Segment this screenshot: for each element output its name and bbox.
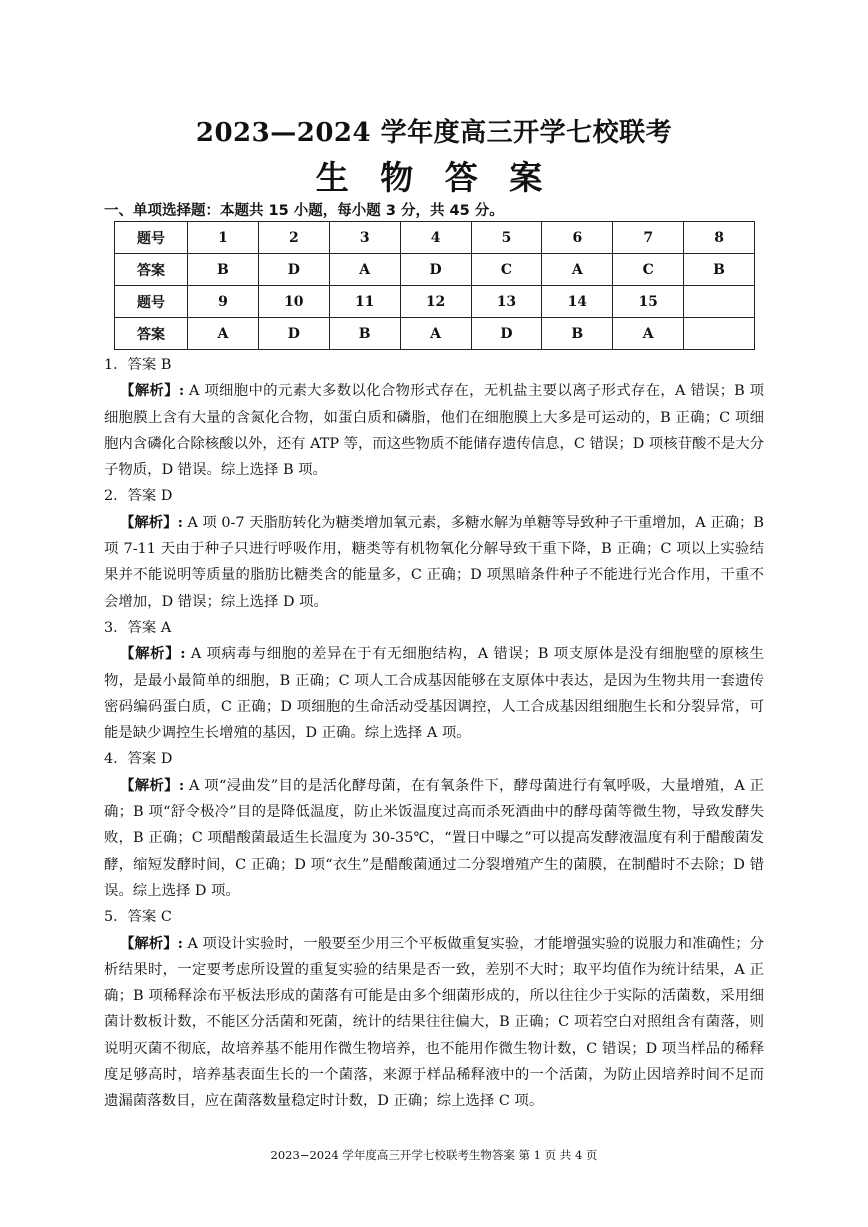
exam-title: 2023—2024 学年度高三开学七校联考 [195,118,673,148]
row-label: 答案 [115,254,188,286]
table-cell: A [613,318,684,350]
table-cell: 11 [329,286,400,318]
table-cell: 3 [329,222,400,254]
table-cell: 8 [684,222,755,254]
table-cell [684,318,755,350]
table-cell: 9 [188,286,259,318]
table-cell: A [400,318,471,350]
subject-title: 生 物 答 案 [315,158,553,197]
analysis-tag: 【解析】: [120,645,186,663]
analysis-tag: 【解析】: [120,776,185,794]
section-heading: 一、单项选择题：本题共 15 小题，每小题 3 分，共 45 分。 [104,203,504,219]
table-cell: C [613,254,684,286]
table-cell: 6 [542,222,613,254]
analysis-tag: 【解析】: [120,382,185,400]
table-cell: B [542,318,613,350]
explanation-text: A 项 0-7 天脂肪转化为糖类增加氧元素，多糖水解为单糖等导致种子干重增加，A 正确；B 项 7-11 天由于种子只进行呼吸作用，糖类等有机物氧化分解导致干重下降，B 正确；C 项以上实验结果并不能说明等质量的脂肪比糖类含的能量多，C 正确；D 项黑暗条件种子不能进行光合作用，干重不会增加，D 错误；综上选择 D 项。 [104,514,764,610]
explanation-text: A 项设计实验时，一般要至少用三个平板做重复实验，才能增强实验的说服力和准确性；分析结果时，一定要考虑所设置的重复实验的结果是否一致，差别不大时；取平均值作为统计结果，A 正确；B 项稀释涂布平板法形成的菌落有可能是由多个细菌形成的，所以往往少于实际的活菌数，采用细菌计数板计数，不能区分活菌和死菌，统计的结果往往偏大，B 正确；C 项若空白对照组含有菌落，则说明灭菌不彻底，故培养基不能用作微生物培养，也不能用作微生物计数，C 错误；D 项当样品的稀释度足够高时，培养基表面生长的一个菌落，来源于样品稀释液中的一个活菌，为防止因培养时间不足而遗漏菌落数目，应在菌落数量稳定时计数，D 正确；综上选择 C 项。 [104,935,764,1110]
table-cell: 15 [613,286,684,318]
table-cell: D [258,318,329,350]
question-explanation [104,641,764,746]
analysis-tag: 【解析】: [120,513,183,531]
explanation-text: A 项病毒与细胞的差异在于有无细胞结构，A 错误；B 项支原体是没有细胞壁的原核生物，是最小最简单的细胞，B 正确；C 项人工合成基因能够在支原体中表达，是因为生物共用一套遗传密码编码蛋白质，C 正确；D 项细胞的生命活动受基因调控，人工合成基因组细胞生长和分裂异常，可能是缺少调控生长增殖的基因，D 正确。综上选择 A 项。 [104,646,764,742]
table-cell: 12 [400,286,471,318]
question-answer-heading: 3．答案 A [104,619,172,636]
question-answer-heading: 1．答案 B [104,357,172,373]
table-cell: C [471,254,542,286]
table-cell: 1 [188,222,259,254]
table-row [115,254,755,286]
table-cell: A [542,254,613,286]
table-cell: A [329,254,400,286]
table-cell: 14 [542,286,613,318]
table-cell: B [188,254,259,286]
explanations [104,352,764,1115]
table-row [115,286,755,318]
table-cell: B [684,254,755,286]
question-answer-heading: 5．答案 C [104,909,172,926]
table-row [115,318,755,350]
table-cell: 2 [258,222,329,254]
table-cell: A [188,318,259,350]
table-cell: 7 [613,222,684,254]
row-label: 题号 [115,222,188,254]
table-cell: 13 [471,286,542,318]
row-label: 题号 [115,286,188,318]
analysis-tag: 【解析】: [120,934,183,952]
table-cell: B [329,318,400,350]
table-row [115,222,755,254]
table-cell: 10 [258,286,329,318]
explanation-text: A 项“浸曲发”目的是活化酵母菌，在有氧条件下，酵母菌进行有氧呼吸，大量增殖，A 正确；B 项“舒令极冷”目的是降低温度，防止米饭温度过高而杀死酒曲中的酵母菌等微生物，导致发酵失败，B 正确；C 项醋酸菌最适生长温度为 30-35℃，“置日中曝之”可以提高发酵液温度有利于醋酸菌发酵，缩短发酵时间，C 正确；D 项“衣生”是醋酸菌通过二分裂增殖产生的菌膜，在制醋时不去除；D 错误。综上选择 D 项。 [104,777,764,899]
question-answer-heading: 2．答案 D [104,488,173,505]
table-cell [684,286,755,318]
question-explanation [104,510,764,615]
row-label: 答案 [115,318,188,350]
table-cell: D [258,254,329,286]
table-cell: 5 [471,222,542,254]
question-explanation [104,931,764,1115]
table-cell: D [400,254,471,286]
explanation-text: A 项细胞中的元素大多数以化合物形式存在，无机盐主要以离子形式存在，A 错误；B 项细胞膜上含有大量的含氮化合物，如蛋白质和磷脂，他们在细胞膜上大多是可运动的，B 正确；C 项细胞内含磷化合除核酸以外，还有 ATP 等，而这些物质不能储存遗传信息，C 错误；D 项核苷酸不是大分子物质，D 错误。综上选择 B 项。 [104,383,764,479]
question-explanation [104,773,764,904]
table-cell: 4 [400,222,471,254]
table-cell: D [471,318,542,350]
question-explanation [104,378,764,483]
question-answer-heading: 4．答案 D [104,751,173,768]
page-footer: 2023−2024 学年度高三开学七校联考生物答案 第 1 页 共 4 页 [270,1148,598,1162]
answer-table [114,221,755,350]
